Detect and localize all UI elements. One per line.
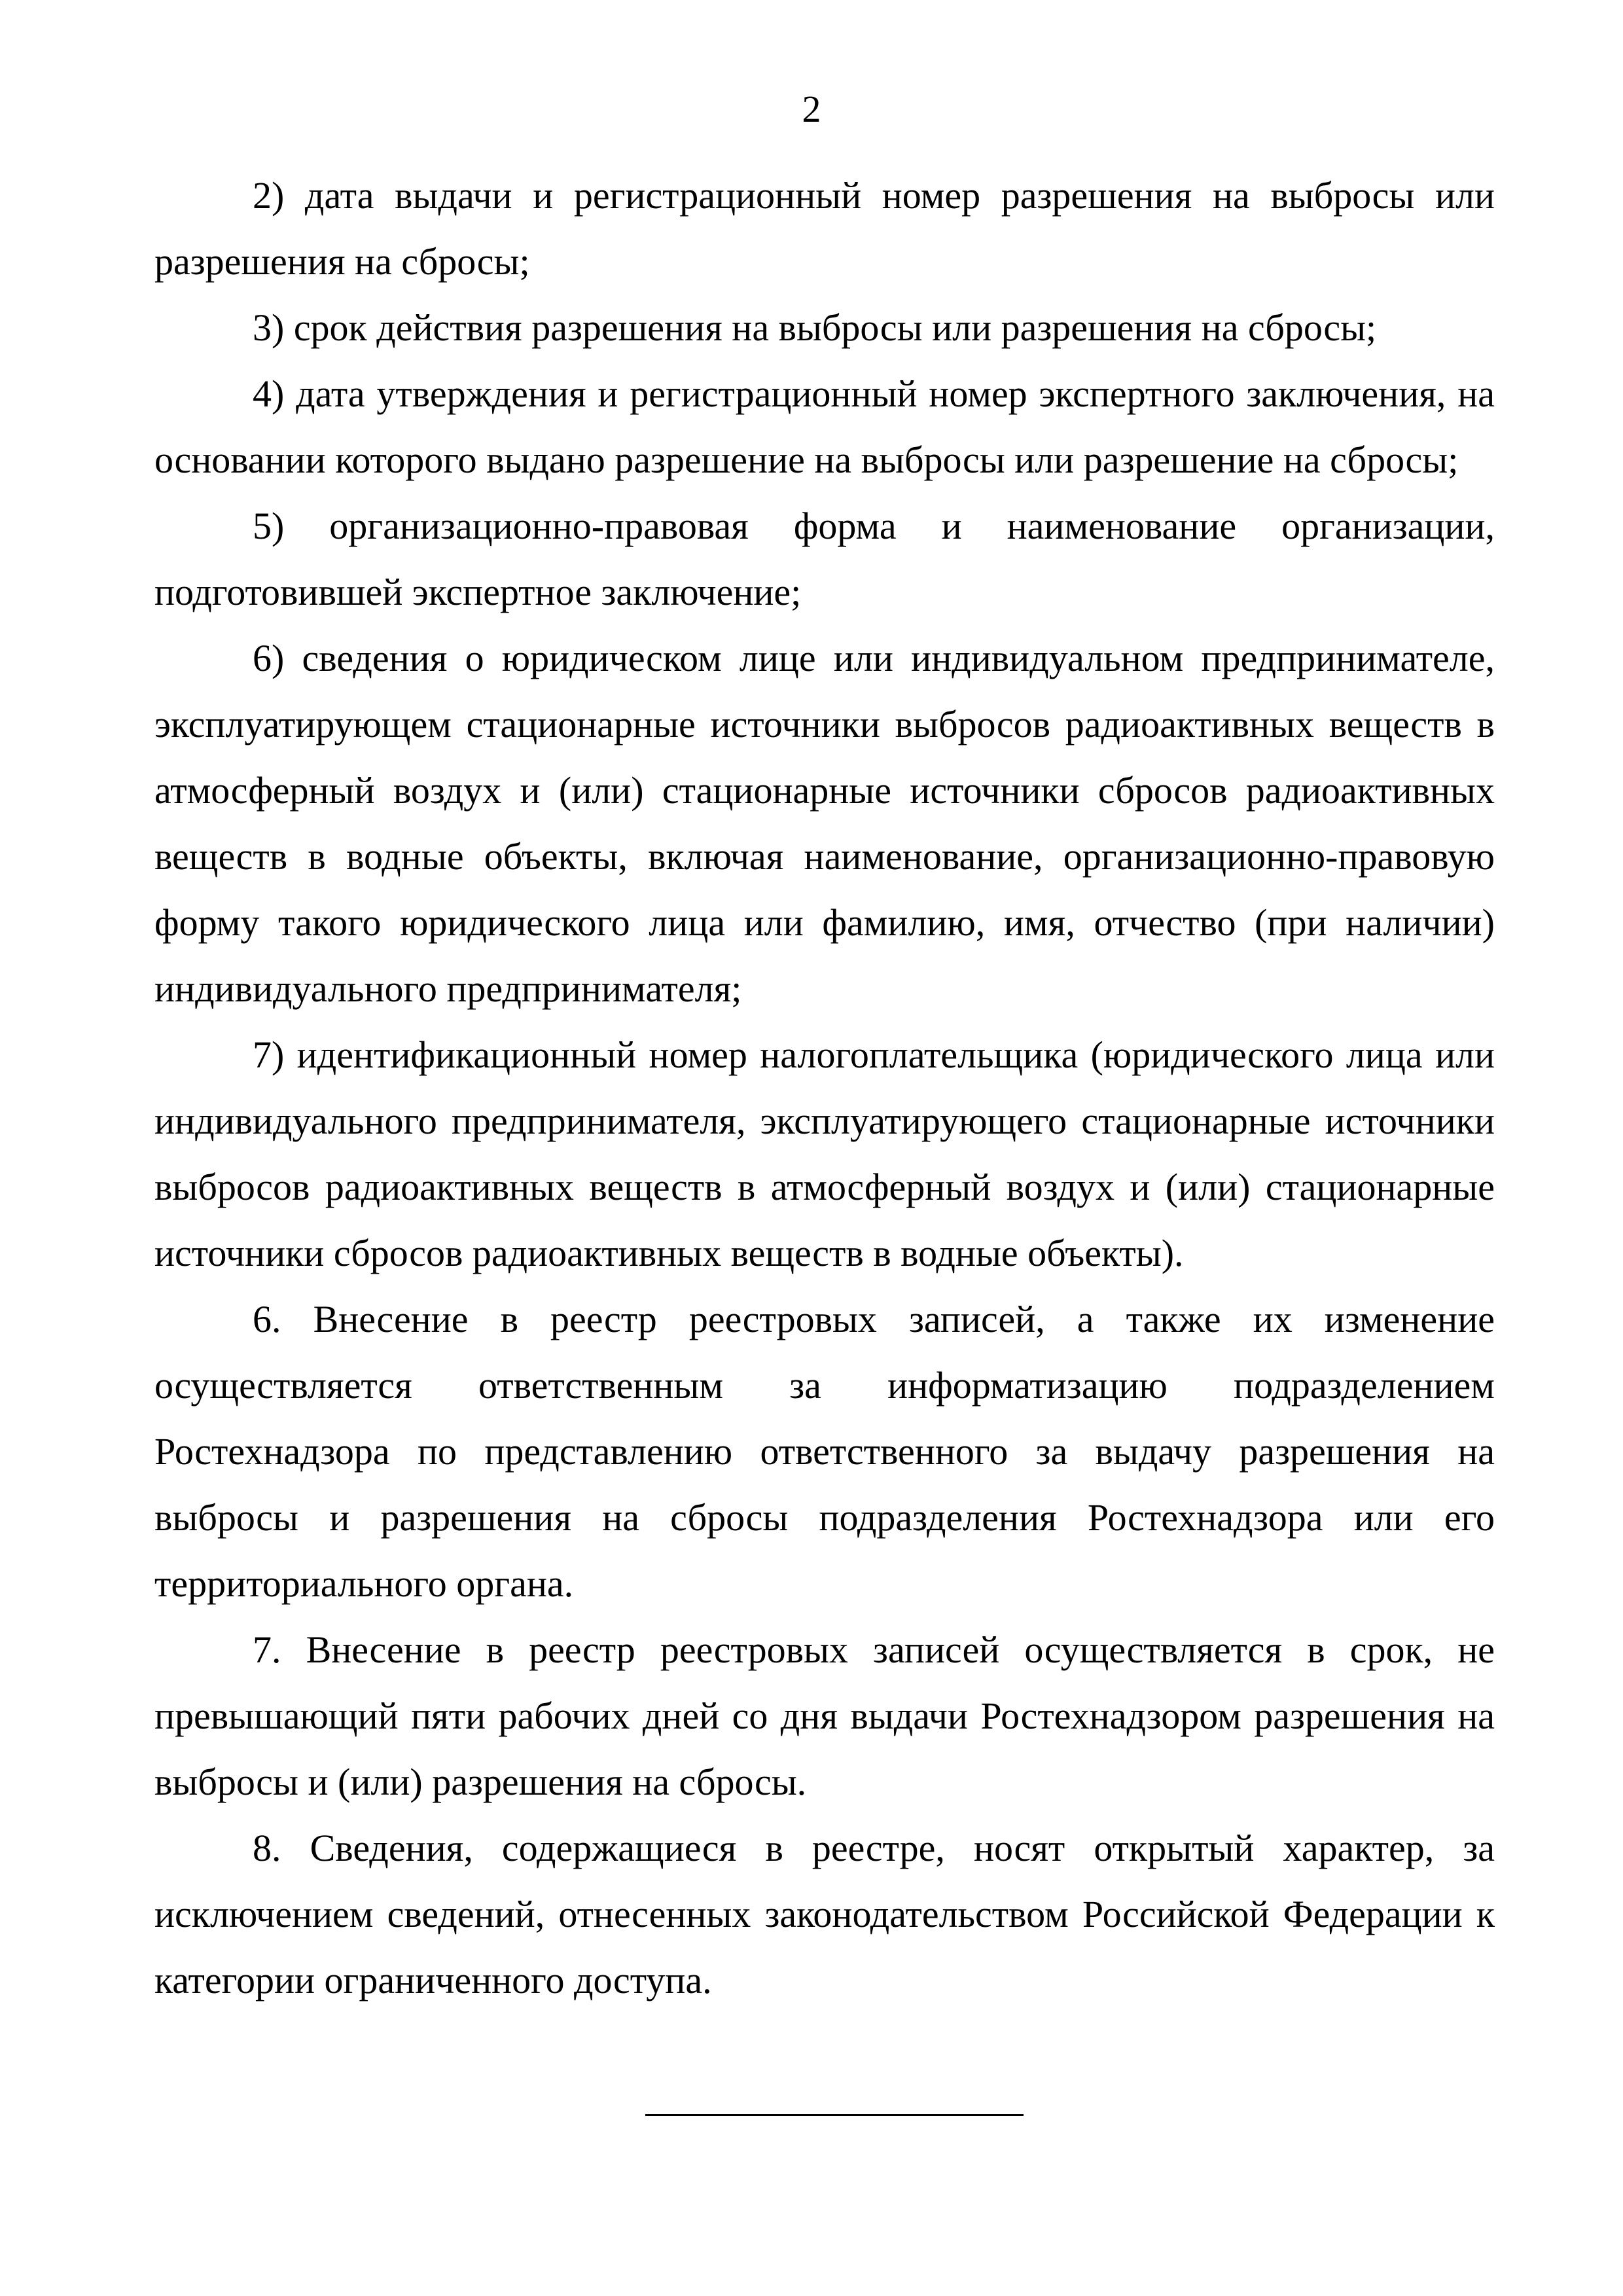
document-body [154,162,1495,2013]
list-item-3-validity-period: 3) срок действия разрешения на выбросы или разрешения на сбросы; [253,306,1377,349]
page-number: 2 [802,88,821,130]
list-item-5-organization: 5) организационно-правовая форма и наименование организации, подготовившей экспертное заключение; [154,505,1495,613]
clause-8-open-access: 8. Сведения, содержащиеся в реестре, носят открытый характер, за исключением сведений, отнесенных законодательством Российской Федерации к категории ограниченного доступа. [154,1827,1495,2001]
end-of-document-rule [645,2114,1024,2116]
list-item-2-issue-date: 2) дата выдачи и регистрационный номер разрешения на выбросы или разрешения на сбросы; [154,174,1495,283]
clause-6-registry-entries: 6. Внесение в реестр реестровых записей, а также их изменение осуществляется ответственным за информатизацию подразделением Ростехнадзора по представлению ответственного за выдачу разрешения на выбросы и разрешения на сбросы подразделения Ростехнадзора или его территориального органа. [154,1298,1495,1605]
list-item-6-operator-info: 6) сведения о юридическом лице или индивидуальном предпринимателе, эксплуатирующем стационарные источники выбросов радиоактивных веществ в атмосферный воздух и (или) стационарные источники сбросов радиоактивных веществ в водные объекты, включая наименование, организационно-правовую форму такого юридического лица или фамилию, имя, отчество (при наличии) индивидуального предпринимателя; [154,637,1495,1010]
list-item-4-expert-conclusion: 4) дата утверждения и регистрационный номер экспертного заключения, на основании которого выдано разрешение на выбросы или разрешение на сбросы; [154,372,1495,481]
list-item-7-taxpayer-number: 7) идентификационный номер налогоплательщика (юридического лица или индивидуального предпринимателя, эксплуатирующего стационарные источники выбросов радиоактивных веществ в атмосферный воздух и (или) стационарные источники сбросов радиоактивных веществ в водные объекты). [154,1033,1495,1274]
clause-7-entry-deadline: 7. Внесение в реестр реестровых записей осуществляется в срок, не превышающий пяти рабочих дней со дня выдачи Ростехнадзором разрешения на выбросы и (или) разрешения на сбросы. [154,1628,1495,1803]
